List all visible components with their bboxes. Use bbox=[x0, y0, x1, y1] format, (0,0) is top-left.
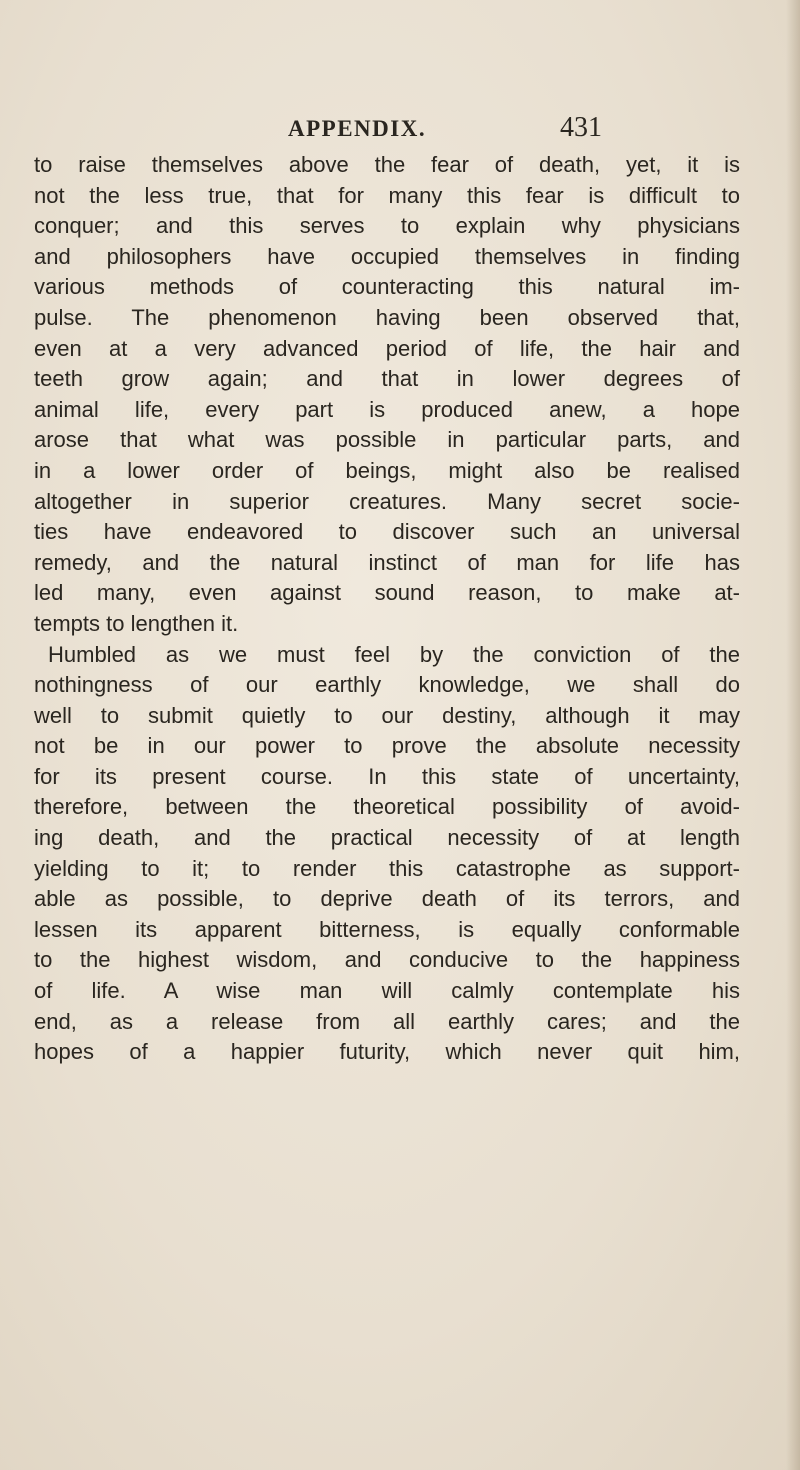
text-line: and philosophers have occupied themselves in finding bbox=[34, 243, 740, 269]
text-line: led many, even against sound reason, to make at- bbox=[34, 580, 740, 606]
text-line: therefore, between the theoretical possibility of avoid- bbox=[34, 794, 740, 820]
text-line: various methods of counteracting this natural im- bbox=[34, 274, 740, 300]
text-line: yielding to it; to render this catastrophe as support- bbox=[34, 855, 740, 881]
page-number: 431 bbox=[560, 112, 602, 143]
text-line: teeth grow again; and that in lower degrees of bbox=[34, 366, 740, 392]
text-line: able as possible, to deprive death of its terrors, and bbox=[34, 886, 740, 912]
text-line: arose that what was possible in particular parts, and bbox=[34, 427, 740, 453]
text-line: tempts to lengthen it. bbox=[34, 610, 239, 636]
body-text bbox=[34, 150, 740, 1068]
text-line: of life. A wise man will calmly contemplate his bbox=[34, 978, 740, 1004]
text-line: conquer; and this serves to explain why physicians bbox=[34, 213, 740, 239]
text-line: animal life, every part is produced anew, a hope bbox=[34, 396, 740, 422]
text-line: pulse. The phenomenon having been observed that, bbox=[34, 304, 740, 330]
text-line: remedy, and the natural instinct of man for life has bbox=[34, 549, 740, 575]
text-line: not the less true, that for many this fear is difficult to bbox=[34, 182, 740, 208]
running-head: APPENDIX. bbox=[288, 116, 427, 141]
text-line: end, as a release from all earthly cares; and the bbox=[34, 1008, 740, 1034]
text-line: even at a very advanced period of life, the hair and bbox=[34, 335, 740, 361]
text-line: lessen its apparent bitterness, is equally conformable bbox=[34, 916, 740, 942]
text-line: to raise themselves above the fear of death, yet, it is bbox=[34, 152, 740, 177]
page-header bbox=[0, 112, 800, 146]
text-line: ing death, and the practical necessity of at length bbox=[34, 825, 740, 851]
text-line: nothingness of our earthly knowledge, we shall do bbox=[34, 672, 740, 698]
text-line: hopes of a happier futurity, which never quit him, bbox=[34, 1039, 740, 1065]
text-line: ties have endeavored to discover such an universal bbox=[34, 519, 740, 545]
text-line: well to submit quietly to our destiny, although it may bbox=[34, 702, 740, 728]
text-line: in a lower order of beings, might also be realised bbox=[34, 457, 740, 483]
text-line: to the highest wisdom, and conducive to the happiness bbox=[34, 947, 740, 973]
text-line: altogether in superior creatures. Many secret socie- bbox=[34, 488, 740, 514]
text-line: for its present course. In this state of uncertainty, bbox=[34, 763, 740, 789]
text-line: Humbled as we must feel by the conviction of the bbox=[48, 641, 740, 667]
page-edge-shadow bbox=[786, 0, 800, 1470]
text-line: not be in our power to prove the absolute necessity bbox=[34, 733, 740, 759]
